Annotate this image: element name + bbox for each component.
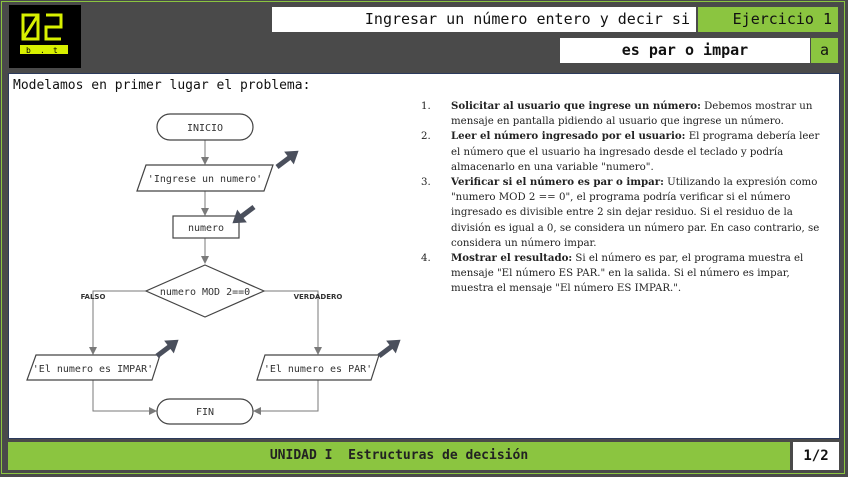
flow-read-text: numero [187, 223, 225, 234]
exercise-label: Ejercicio 1 [698, 7, 838, 32]
step-item: 1. Solicitar al usuario que ingrese un número: Debemos mostrar un mensaje en pantalla pidiendo al usuario que ingrese un número. [421, 100, 813, 128]
logo [9, 5, 81, 68]
steps-list [421, 99, 831, 297]
flow-false-output-text: 'El numero es IMPAR' [32, 364, 154, 375]
flow-true-label: VERDADERO [293, 293, 343, 301]
svg-text:.: . [40, 46, 45, 55]
flow-condition-text: numero MOD 2==0 [159, 287, 251, 298]
footer-unit-title: UNIDAD I Estructuras de decisión [8, 442, 790, 470]
step-item: 2. Leer el número ingresado por el usuario: El programa debería leer el número que el usuario ha ingresado desde el teclado y podría almacenarlo en una variable "numero". [421, 130, 820, 173]
intro-text: Modelamos en primer lugar el problema: [13, 78, 311, 93]
logo-icon [9, 5, 81, 68]
title-line-2: es par o impar [560, 38, 810, 63]
flow-start-text: INICIO [186, 123, 224, 134]
svg-text:b: b [26, 46, 31, 55]
input-arrow-icon [272, 144, 303, 173]
flow-input-text: 'Ingrese un numero' [147, 174, 263, 185]
exercise-sub-label: a [811, 38, 838, 63]
flowchart [9, 74, 419, 434]
title-line-1: Ingresar un número entero y decir si [272, 7, 696, 32]
step-item: 3. Verificar si el número es par o impar: Utilizando la expresión como "numero MOD 2 == 0", el programa podría verificar si el número ingresado es divisible entre 2 sin dejar residuo. Si el residuo de la división es igual a 0, se considera un número par. En caso contrario, se considera un número impar. [421, 176, 820, 249]
content-panel [8, 73, 840, 439]
output-true-arrow-icon [374, 333, 405, 362]
step-item: 4. Mostrar el resultado: Si el número es par, el programa muestra el mensaje "El número ES PAR." en la salida. Si el número es impar, muestra el mensaje "El número ES IMPAR.". [421, 252, 804, 295]
flow-false-label: FALSO [80, 293, 106, 301]
flow-true-output-text: 'El numero es PAR' [263, 364, 373, 375]
page-number: 1/2 [793, 442, 839, 470]
flow-end-text: FIN [195, 407, 215, 418]
svg-text:t: t [53, 46, 58, 55]
